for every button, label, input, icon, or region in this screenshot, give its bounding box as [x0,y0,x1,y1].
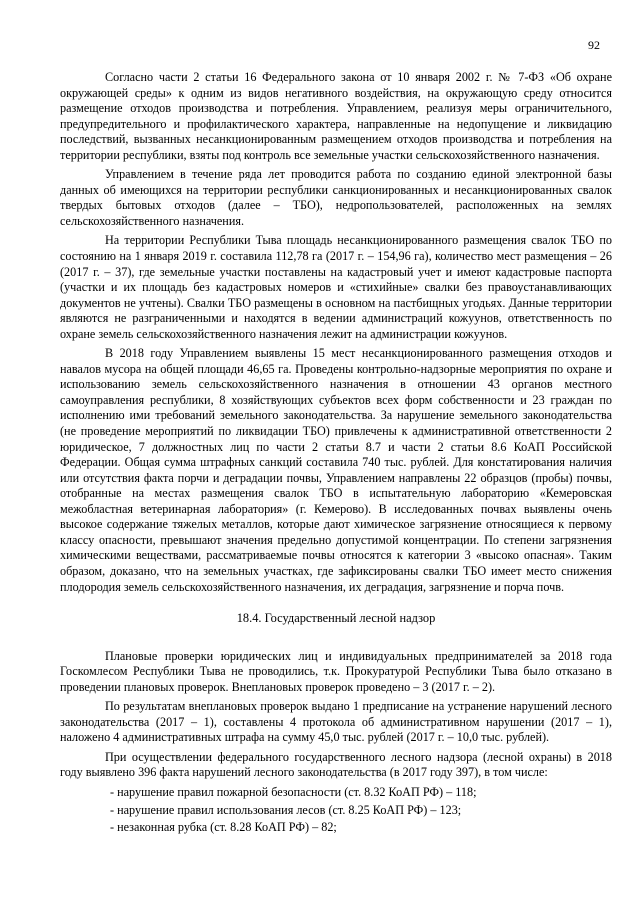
paragraph-inspections-2018: В 2018 году Управлением выявлены 15 мест несанкционированного размещения отходов и навалов мусора на общей площади 46,65 га. Проведены контрольно-надзорные мероприятия по охране и использованию земель сельскохозяйственного назначения в отношении 43 органов местного самоуправления республики, 8 хозяйствующих субъектов всех форм собственности и 23 граждан по исполнению ими требований земельного законодательства. За нарушение земельного законодательства (не проведение мероприятий по ликвидации ТБО) привлечены к административной ответственности 2 юридическое, 7 должностных лиц по части 2 статьи 8.7 и части 2 статьи 8.6 КоАП Российской Федерации. Общая сумма штрафных санкций составила 740 тыс. рублей. Для констатирования наличия или отсутствия факта порчи и деградации почвы, Управлением направлены 22 образцов (пробы) почвы, отобранные на местах размещения свалок ТБО в испытательную лабораторию «Кемеровская межобластная ветеринарная лаборатория» (г. Кемерово). В исследованных почвах выявлены очень высокое содержание тяжелых металлов, которые дают химическое загрязнение относящиеся к первому классу опасности, превышают значения предельно допустимой концентрации. По степени загрязнения химическими веществами, рассматриваемые почвы относятся к категории 3 «высоко опасная». Таким образом, доказано, что на земельных участках, где зафиксированы свалки ТБО имеет место снижения плодородия земель сельскохозяйственного назначения, их деградация, загрязнение и порча почв. [60,346,612,594]
section-title: 18.4. Государственный лесной надзор [236,611,436,626]
list-item: - незаконная рубка (ст. 8.28 КоАП РФ) – 82; [110,820,337,835]
list-item: - нарушение правил пожарной безопасности (ст. 8.32 КоАП РФ) – 118; [110,784,477,799]
paragraph-unplanned-results: По результатам внеплановых проверок выдано 1 предписание на устранение нарушений лесного законодательства (2017 – 1), составлены 4 протокола об административном нарушении (2017 – 1), наложено 4 административных штрафа на сумму 45,0 тыс. рублей (2017 г. – 10,0 тыс. рублей). [60,699,612,745]
violations-list [60,785,612,836]
paragraph-tyva-dumps: На территории Республики Тыва площадь несанкционированного размещения свалок ТБО по состоянию на 1 января 2019 г. составила 112,78 га (2017 г. – 154,96 га), количество мест размещения – 26 (2017 г. – 37), где земельные участки поставлены на кадастровый учет и имеют кадастровые паспорта (участки и их площадь без кадастровых номеров и «стихийные» свалки без правоустанавливающих документов не учтены). Свалки ТБО размещены в основном на пастбищных угодьях. Данные территории являются не разграниченными и находятся в ведении администраций кожуунов, ответственность по охране земель сельскохозяйственного назначения лежит на администрации кожуунов. [60,233,612,341]
paragraph-waste-law: Согласно части 2 статьи 16 Федерального закона от 10 января 2002 г. № 7-ФЗ «Об охране окружающей среды» к одним из видов негативного воздействия, на окружающую среду относится размещение отходов производства и потребления. Управлением, реализуя меры ограничительного, предупредительного и профилактического характера, направленные на недопущение и ликвидацию последствий, вызванных несанкционированным размещением отходов производства и потребления на территории республики, взяты под контроль все земельные участки сельскохозяйственного назначения. [60,70,612,162]
document-body [60,70,612,838]
paragraph-violations: При осуществлении федерального государственного лесного надзора (лесной охраны) в 2018 году выявлено 396 факта нарушений лесного законодательства (в 2017 году 397), в том числе: [60,749,612,780]
page-number: 92 [588,38,600,52]
paragraph-planned-checks: Плановые проверки юридических лиц и индивидуальных предпринимателей за 2018 года Госкомлесом Республики Тыва не проводились, т.к. Прокуратурой Республики Тыва было отказано в проведении плановых проверок. Внеплановых проверок проведено – 3 (2017 г. – 2). [60,648,612,694]
paragraph-database: Управлением в течение ряда лет проводится работа по созданию единой электронной базы данных об имеющихся на территории республики санкционированных и несанкционированных свалок твердых бытовых отходов (далее – ТБО), недропользователей, расположенных на землях сельскохозяйственного назначения. [60,167,612,228]
list-item: - нарушение правил использования лесов (ст. 8.25 КоАП РФ) – 123; [110,802,462,817]
